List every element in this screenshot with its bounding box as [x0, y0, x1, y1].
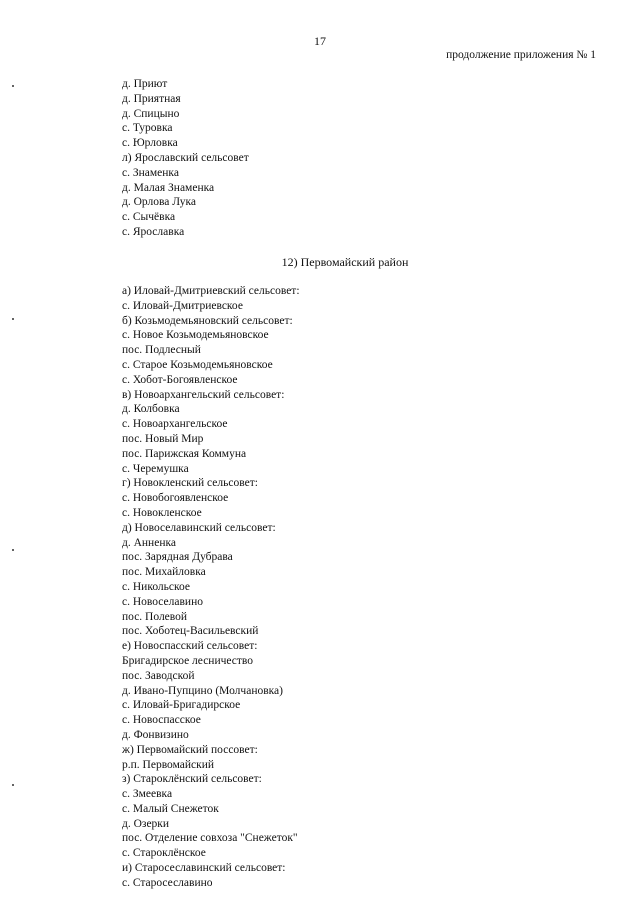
margin-mark [12, 318, 14, 320]
list-item: с. Новобогоявленское [122, 492, 229, 505]
list-item: с. Новоархангельское [122, 418, 228, 431]
list-item: д. Фонвизино [122, 728, 189, 741]
list-item: а) Иловай-Дмитриевский сельсовет: [122, 285, 300, 297]
list-item: с. Старосеславино [122, 876, 213, 889]
list-item: пос. Парижская Коммуна [122, 447, 247, 460]
list-item: с. Черемушка [122, 462, 189, 475]
list-item: пос. Заводской [122, 669, 195, 682]
list-item: д. Спицыно [122, 107, 180, 120]
list-item: д. Ивано-Пупцино (Молчановка) [122, 684, 283, 697]
list-item: д. Приятная [122, 92, 181, 105]
list-item: с. Сычёвка [122, 211, 176, 224]
list-item: д. Приют [122, 78, 168, 90]
list-item: с. Иловай-Бригадирское [122, 699, 241, 712]
list-item: д. Анненка [122, 536, 176, 549]
margin-mark [12, 784, 14, 786]
list-item: Бригадирское лесничество [122, 654, 254, 667]
page-number: 17 [314, 34, 326, 48]
list-item: д. Озерки [122, 817, 170, 830]
list-item: пос. Зарядная Дубрава [122, 551, 233, 564]
list-item: с. Знаменка [122, 166, 179, 179]
list-item: с. Старое Козьмодемьяновское [122, 358, 273, 371]
list-item: б) Козьмодемьяновский сельсовет: [122, 314, 293, 327]
list-item: д) Новоселавинский сельсовет: [122, 521, 276, 534]
list-item: ж) Первомайский поссовет: [122, 743, 258, 756]
list-item: д. Орлова Лука [122, 196, 197, 209]
list-item: с. Новое Козьмодемьяновское [122, 329, 269, 342]
list-item: с. Новокленское [122, 506, 202, 519]
list-item: пос. Полевой [122, 610, 188, 623]
list-item: пос. Новый Мир [122, 432, 204, 445]
list-item: с. Туровка [122, 122, 173, 135]
margin-mark [12, 85, 14, 87]
settlement-list-district [122, 284, 300, 891]
list-item: е) Новоспасский сельсовет: [122, 640, 258, 653]
list-item: с. Ярославка [122, 225, 185, 238]
appendix-note: продолжение приложения № 1 [446, 49, 596, 61]
list-item: р.п. Первомайский [122, 758, 215, 771]
list-item: с. Иловай-Дмитриевское [122, 299, 243, 312]
list-item: пос. Хоботец-Васильевский [122, 625, 259, 638]
list-item: с. Хобот-Богоявленское [122, 373, 238, 386]
list-item: с. Новоселавино [122, 595, 203, 608]
list-item: л) Ярославский сельсовет [122, 151, 249, 164]
list-item: г) Новокленский сельсовет: [122, 477, 258, 490]
list-item: с. Староклёнское [122, 847, 206, 860]
list-item: д. Малая Знаменка [122, 181, 215, 194]
list-item: пос. Отделение совхоза "Снежеток" [122, 832, 298, 845]
list-item: с. Змеевка [122, 788, 173, 801]
list-item: и) Старосеславинский сельсовет: [122, 862, 286, 875]
list-item: с. Малый Снежеток [122, 802, 219, 815]
list-item: в) Новоархангельский сельсовет: [122, 388, 285, 401]
list-item: с. Никольское [122, 580, 191, 593]
list-item: с. Юрловка [122, 137, 178, 150]
list-item: пос. Подлесный [122, 344, 201, 357]
district-heading: 12) Первомайский район [281, 255, 409, 269]
list-item: с. Новоспасское [122, 714, 201, 727]
list-item: пос. Михайловка [122, 566, 206, 579]
list-item: д. Колбовка [122, 403, 180, 416]
list-item: з) Староклёнский сельсовет: [122, 773, 262, 786]
settlement-list-top [122, 77, 249, 240]
margin-mark [12, 549, 14, 551]
